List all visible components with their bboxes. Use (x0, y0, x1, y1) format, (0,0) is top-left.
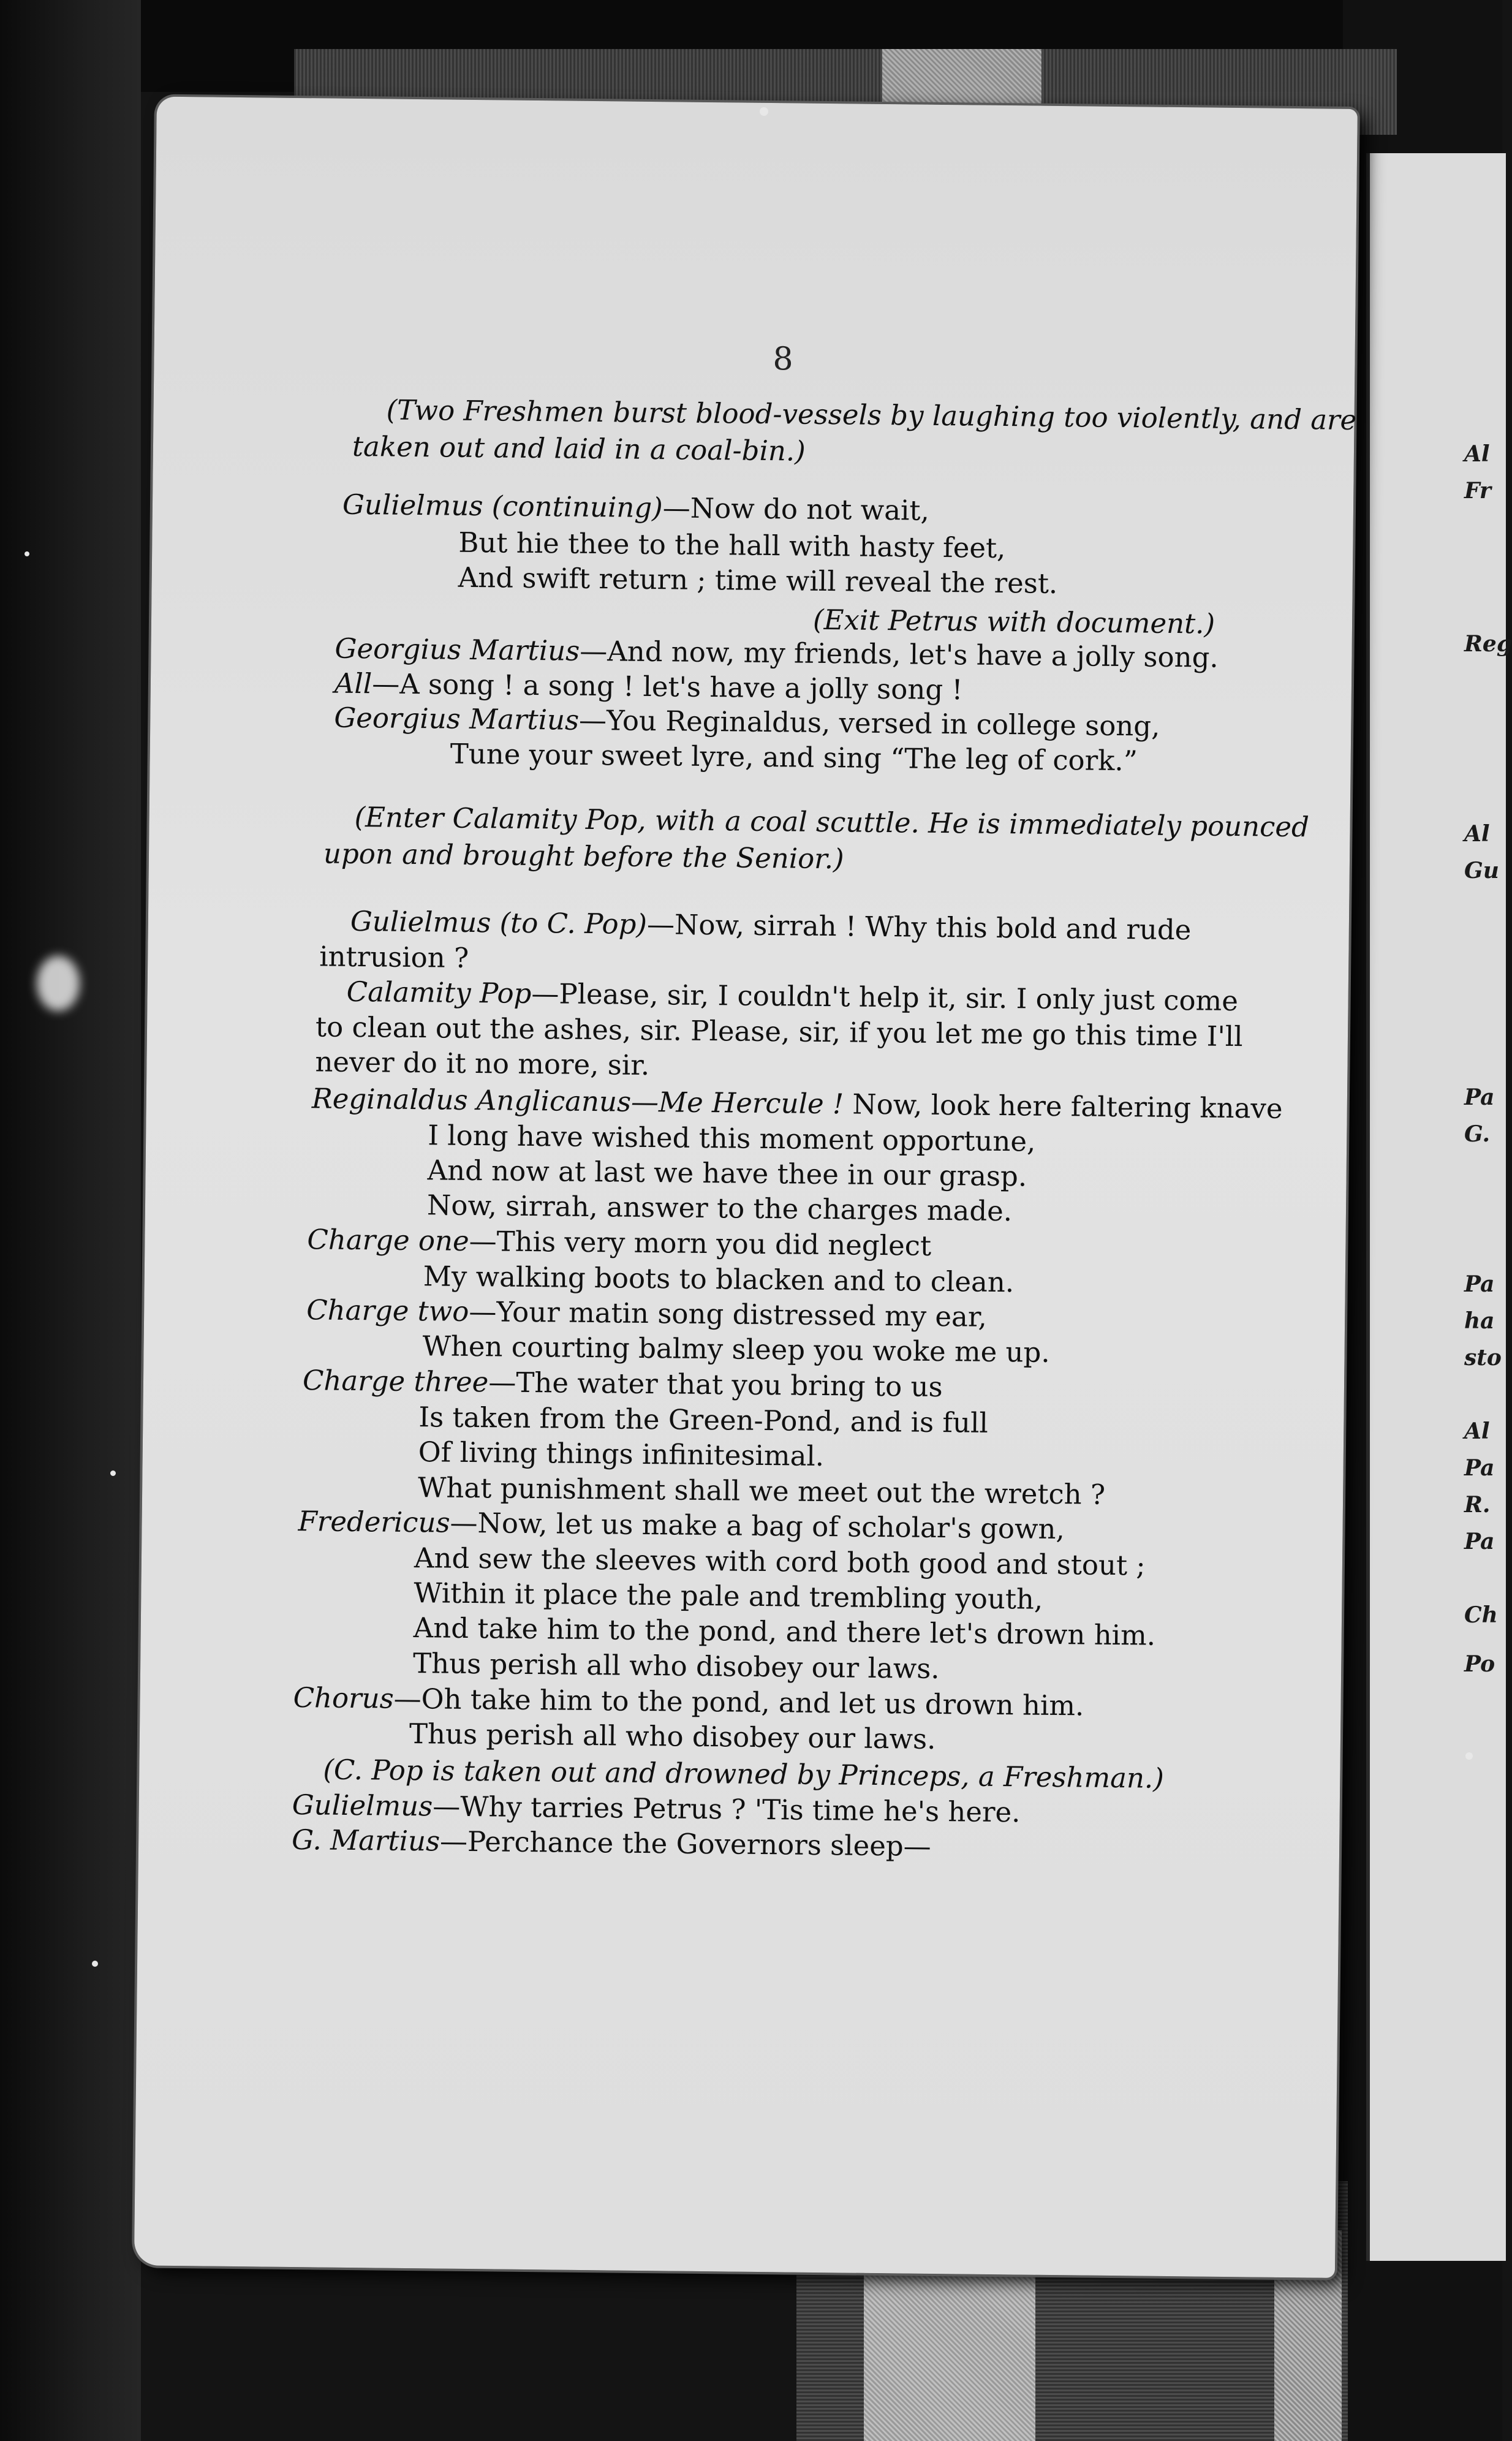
film-speck (92, 1961, 98, 1967)
film-speck (1465, 1752, 1473, 1760)
film-speck (37, 956, 80, 1011)
stage-direction: (Exit Petrus with document.) (812, 603, 1215, 640)
facing-line: Pa (1464, 1529, 1495, 1554)
stage-direction: (Two Freshmen burst blood-vessels by laughing too violently, and are (386, 393, 1357, 437)
speaker-name: G. Martius (291, 1823, 440, 1858)
speaker-name: Charge two (306, 1293, 469, 1328)
facing-line: Gu (1464, 858, 1499, 884)
stage-direction: upon and brought before the Senior.) (323, 837, 844, 876)
verse-line: What punishment shall we meet out the wretch ? (417, 1471, 1106, 1511)
facing-line: Ch (1464, 1602, 1498, 1628)
verse-line: But hie thee to the hall with hasty feet, (458, 526, 1006, 565)
speaker-name: Charge three (302, 1364, 489, 1399)
facing-page (1366, 153, 1506, 2261)
speaker-name: Reginaldus Anglicanus (311, 1082, 632, 1118)
facing-line: Pa (1464, 1084, 1495, 1110)
film-speck (110, 1470, 116, 1476)
verse-line: Within it place the pale and trembling youth, (414, 1576, 1043, 1616)
speech-text: —And now, my friends, let's have a jolly song. (579, 634, 1219, 674)
verse-line: Tune your sweet lyre, and sing “The leg of cork.” (450, 737, 1138, 778)
facing-line: Pa (1464, 1271, 1495, 1297)
speech-line (346, 975, 1239, 1018)
speech-line (311, 1082, 1283, 1125)
speaker-name: Gulielmus (to C. Pop) (350, 904, 648, 940)
film-border-left (0, 0, 141, 2441)
prose-line: intrusion ? (319, 940, 469, 974)
verse-line: Is taken from the Green-Pond, and is full (418, 1401, 989, 1439)
stage-direction: taken out and laid in a coal-bin.) (352, 430, 806, 467)
speech-text: —Please, sir, I couldn't help it, sir. I only just come (531, 977, 1239, 1018)
speaker-name: Georgius Martius (335, 632, 580, 667)
facing-line: R. (1464, 1492, 1491, 1518)
speech-line (293, 1681, 1084, 1722)
speaker-name: Chorus (293, 1681, 394, 1715)
facing-line: Pa (1464, 1455, 1495, 1481)
film-speck (760, 107, 768, 116)
speech-line (302, 1364, 943, 1404)
facing-line: sto (1464, 1345, 1502, 1371)
film-speck (25, 551, 29, 556)
verse-line: My walking boots to blacken and to clean. (423, 1260, 1015, 1299)
speech-line (292, 1788, 1021, 1829)
speech-line (342, 488, 930, 527)
speech-text: —The water that you bring to us (488, 1366, 943, 1404)
facing-line: ha (1464, 1308, 1495, 1334)
facing-line: Po (1464, 1651, 1495, 1677)
page-number: 8 (773, 341, 793, 378)
verse-line: When courting balmy sleep you woke me up. (422, 1330, 1050, 1369)
speech-text: —Why tarries Petrus ? 'Tis time he's here. (432, 1790, 1021, 1829)
verse-line: And swift return ; time will reveal the rest. (458, 561, 1058, 600)
speech-text: —Now, let us make a bag of scholar's gown, (450, 1506, 1065, 1546)
verse-line: And sew the sleeves with cord both good and stout ; (414, 1542, 1146, 1582)
book-page (134, 97, 1358, 2278)
speech-line (306, 1293, 988, 1333)
facing-line: Al (1464, 441, 1490, 467)
facing-line: Al (1464, 1418, 1490, 1444)
speaker-name: All (334, 667, 372, 700)
speaker-name: Gulielmus (292, 1788, 433, 1823)
speaker-name: Georgius Martius (334, 701, 580, 736)
speaker-name: Gulielmus (continuing) (342, 488, 663, 524)
speech-text: —Me Hercule ! (630, 1085, 844, 1121)
speech-line (350, 904, 1192, 947)
verse-line: Thus perish all who disobey our laws. (409, 1717, 936, 1755)
speech-line (334, 701, 1160, 743)
stage-direction: (Enter Calamity Pop, with a coal scuttle. He is immediately pounced (354, 800, 1310, 844)
speaker-name: Charge one (307, 1223, 469, 1257)
speech-text: —Now do not wait, (662, 491, 930, 527)
facing-line: Fr (1464, 478, 1491, 504)
speech-text: —You Reginaldus, versed in college song, (578, 703, 1160, 743)
stage-direction: (C. Pop is taken out and drowned by Princeps, a Freshman.) (323, 1753, 1165, 1795)
speech-line (334, 667, 963, 706)
speaker-name: Calamity Pop (346, 975, 532, 1010)
speaker-name: Fredericus (298, 1505, 450, 1539)
speech-line (291, 1823, 932, 1863)
prose-line: to clean out the ashes, sir. Please, sir, if you let me go this time I'll (315, 1010, 1243, 1053)
facing-line: Al (1464, 821, 1490, 847)
verse-line: I long have wished this moment opportune, (427, 1119, 1036, 1158)
speech-text: —Your matin song distressed my ear, (469, 1295, 988, 1333)
speech-text: —Now, sirrah ! Why this bold and rude (646, 907, 1192, 947)
facing-line: G. (1464, 1121, 1490, 1147)
verse-line: And now at last we have thee in our grasp. (427, 1154, 1027, 1193)
verse-line: Of living things infinitesimal. (418, 1436, 825, 1473)
speech-text: —This very morn you did neglect (469, 1224, 932, 1262)
verse-line: And take him to the pond, and there let's drown him. (413, 1611, 1156, 1652)
speech-text: —Oh take him to the pond, and let us drown him. (393, 1682, 1084, 1722)
speech-text: —Perchance the Governors sleep— (439, 1825, 932, 1863)
verse-line: Thus perish all who disobey our laws. (412, 1647, 940, 1686)
speech-text: Now, look here faltering knave (843, 1088, 1283, 1125)
speech-line (335, 632, 1219, 674)
prose-line: never do it no more, sir. (315, 1045, 650, 1082)
facing-line: Reg (1464, 631, 1512, 657)
speech-line (298, 1505, 1065, 1546)
speech-line (307, 1225, 931, 1260)
speech-text: —A song ! a song ! let's have a jolly song ! (371, 667, 963, 706)
verse-line: Now, sirrah, answer to the charges made. (426, 1189, 1013, 1228)
